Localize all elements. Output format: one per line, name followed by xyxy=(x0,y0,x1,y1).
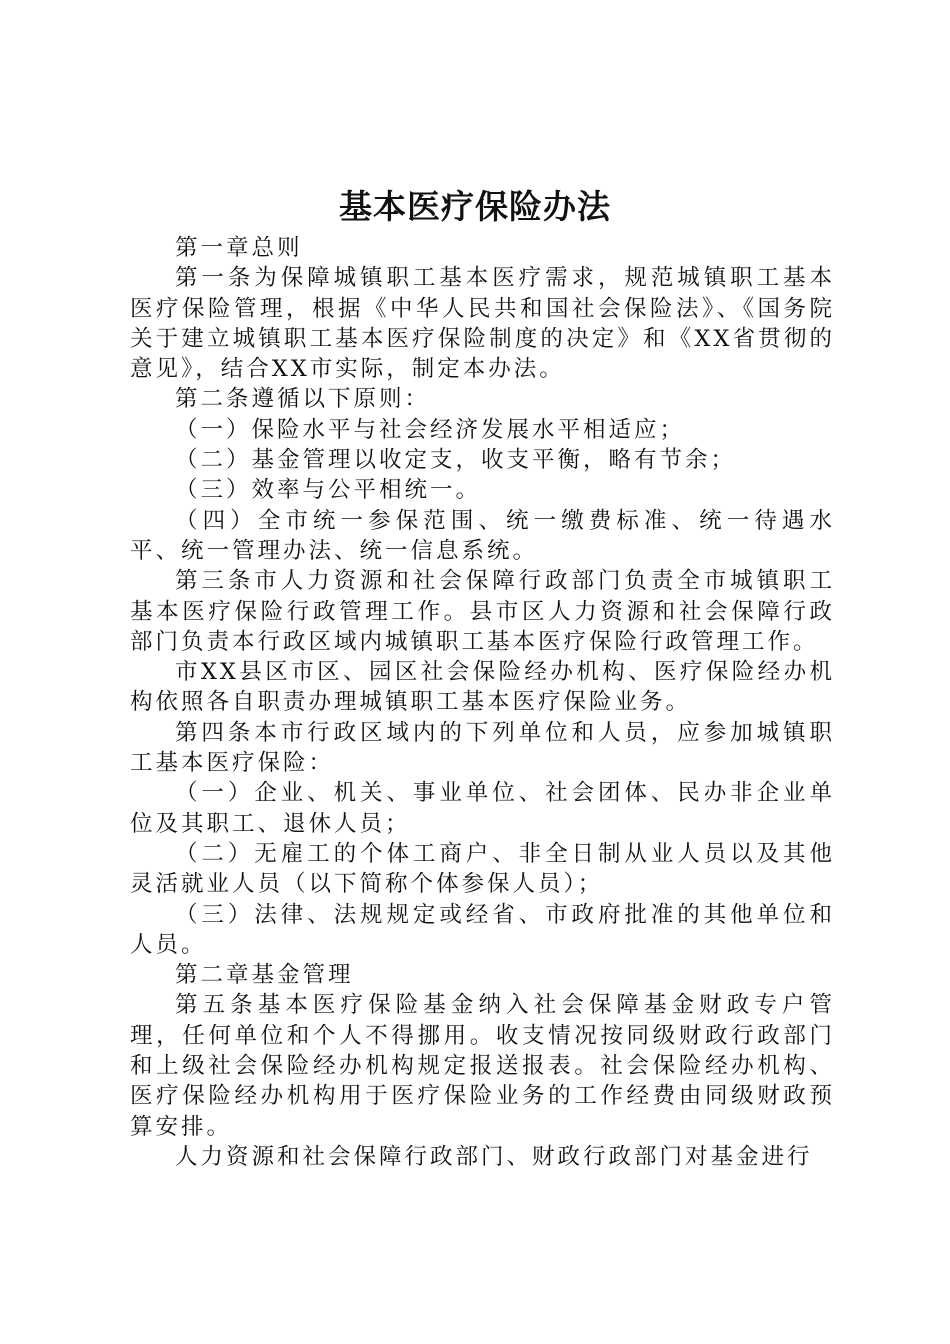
document-body xyxy=(130,233,835,1172)
list-item: （一）企业、机关、事业单位、社会团体、民办非企业单位及其职工、退休人员； xyxy=(130,780,835,837)
list-item: （一）保险水平与社会经济发展水平相适应； xyxy=(175,416,686,443)
list-item: （三）法律、法规规定或经省、市政府批准的其他单位和人员。 xyxy=(130,901,835,958)
paragraph: 市XX县区市区、园区社会保险经办机构、医疗保险经办机构依照各自职责办理城镇职工基本医疗保险业务。 xyxy=(130,659,835,716)
document-title: 基本医疗保险办法 xyxy=(339,187,611,226)
chapter-heading: 第一章总则 xyxy=(175,235,303,261)
paragraph: 第三条市人力资源和社会保障行政部门负责全市城镇职工基本医疗保险行政管理工作。县市区人力资源和社会保障行政部门负责本行政区域内城镇职工基本医疗保险行政管理工作。 xyxy=(130,568,835,655)
list-item: （二）基金管理以收定支，收支平衡，略有节余； xyxy=(175,447,737,474)
paragraph: 第四条本市行政区域内的下列单位和人员，应参加城镇职工基本医疗保险： xyxy=(130,719,835,777)
chapter-heading: 第二章基金管理 xyxy=(175,962,354,989)
list-item: （三）效率与公平相统一。 xyxy=(175,477,482,504)
list-item: （二）无雇工的个体工商户、非全日制从业人员以及其他灵活就业人员（以下简称个体参保人员）； xyxy=(130,840,835,898)
paragraph: 第一条为保障城镇职工基本医疗需求，规范城镇职工基本医疗保险管理，根据《中华人民共和国社会保险法》、《国务院关于建立城镇职工基本医疗保险制度的决定》和《XX省贯彻的意见》，结合XX市实际，制定本办法。 xyxy=(130,265,835,383)
list-item: （四）全市统一参保范围、统一缴费标准、统一待遇水平、统一管理办法、统一信息系统。 xyxy=(130,507,835,564)
paragraph: 第五条基本医疗保险基金纳入社会保障基金财政专户管理，任何单位和个人不得挪用。收支情况按同级财政行政部门和上级社会保险经办机构规定报送报表。社会保险经办机构、医疗保险经办机构用于医疗保险业务的工作经费由同级财政预算安排。 xyxy=(130,992,835,1140)
paragraph: 人力资源和社会保障行政部门、财政行政部门对基金进行 xyxy=(175,1143,813,1170)
paragraph: 第二条遵循以下原则： xyxy=(175,386,431,413)
